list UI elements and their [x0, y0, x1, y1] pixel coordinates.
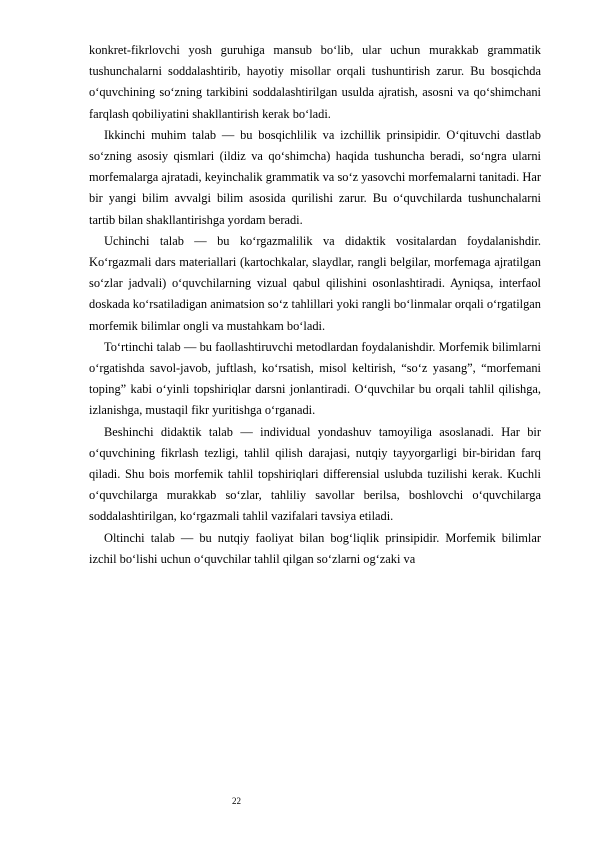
paragraph-3: Uchinchi talab — bu ko‘rgazmalilik va didaktik vositalardan foydalanishdir. Ko‘rgazmali dars materiallari (kartochkalar, slaydlar, rangli belgilar, morfemaga ajratilgan so‘zlar jadvali) o‘quvchilarning vizual qabul qilishini osonlashtiradi. Ayniqsa, interfaol doskada ko‘rsatiladigan animatsion so‘z tahlillari yoki rangli bo‘linmalar orqali o‘rgatilgan morfemik bilimlar ongli va mustahkam bo‘ladi.	[89, 233, 541, 333]
paragraph-5: Beshinchi didaktik talab — individual yondashuv tamoyiliga asoslanadi. Har bir o‘quvchining fikrlash tezligi, tahlil qilish darajasi, nutqiy tayyorgarligi bir-biridan farq qiladi. Shu bois morfemik tahlil topshiriqlari differensial uslubda tuzilishi kerak. Kuchli o‘quvchilarga murakkab so‘zlar, tahliliy savollar berilsa, boshlovchi o‘quvchilarga soddalashtirilgan, ko‘rgazmali tahlil vazifalari tavsiya etiladi.	[89, 424, 541, 524]
paragraph-2: Ikkinchi muhim talab — bu bosqichlilik va izchillik prinsipidir. O‘qituvchi dastlab so‘zning asosiy qismlari (ildiz va qo‘shimcha) haqida tushuncha beradi, so‘ngra ularni morfemalarga ajratadi, keyinchalik grammatik va so‘z yasovchi morfemalarni tanitadi. Har bir yangi bilim avvalgi bilim asosida qurilishi zarur. Bu o‘quvchilarda tushunchalarni tartib bilan shakllantirishga yordam beradi.	[89, 127, 541, 227]
paragraph-4: To‘rtinchi talab — bu faollashtiruvchi metodlardan foydalanishdir. Morfemik bilimlarni o‘rgatishda savol-javob, juftlash, ko‘rsatish, misol keltirish, “so‘z yasang”, “morfemani toping” kabi o‘yinli topshiriqlar darsni jonlantiradi. O‘quvchilar bu orqali tahlil qilishga, izlanishga, mustaqil fikr yuritishga o‘rganadi.	[89, 339, 541, 418]
page-number: 22	[232, 796, 241, 806]
paragraph-1: konkret-fikrlovchi yosh guruhiga mansub bo‘lib, ular uchun murakkab grammatik tushunchalarni soddalashtirib, hayotiy misollar orqali tushuntirish zarur. Bu bosqichda o‘quvchining so‘zning tarkibini soddalashtirilgan usulda ajratish, asosni va qo‘shimchani farqlash qobiliyatini shakllantirish kerak bo‘ladi.	[89, 43, 541, 121]
page-body	[89, 40, 541, 570]
paragraph-6: Oltinchi talab — bu nutqiy faoliyat bilan bog‘liqlik prinsipidir. Morfemik bilimlar izchil bo‘lishi uchun o‘quvchilar tahlil qilgan so‘zlarni og‘zaki va	[89, 530, 541, 566]
